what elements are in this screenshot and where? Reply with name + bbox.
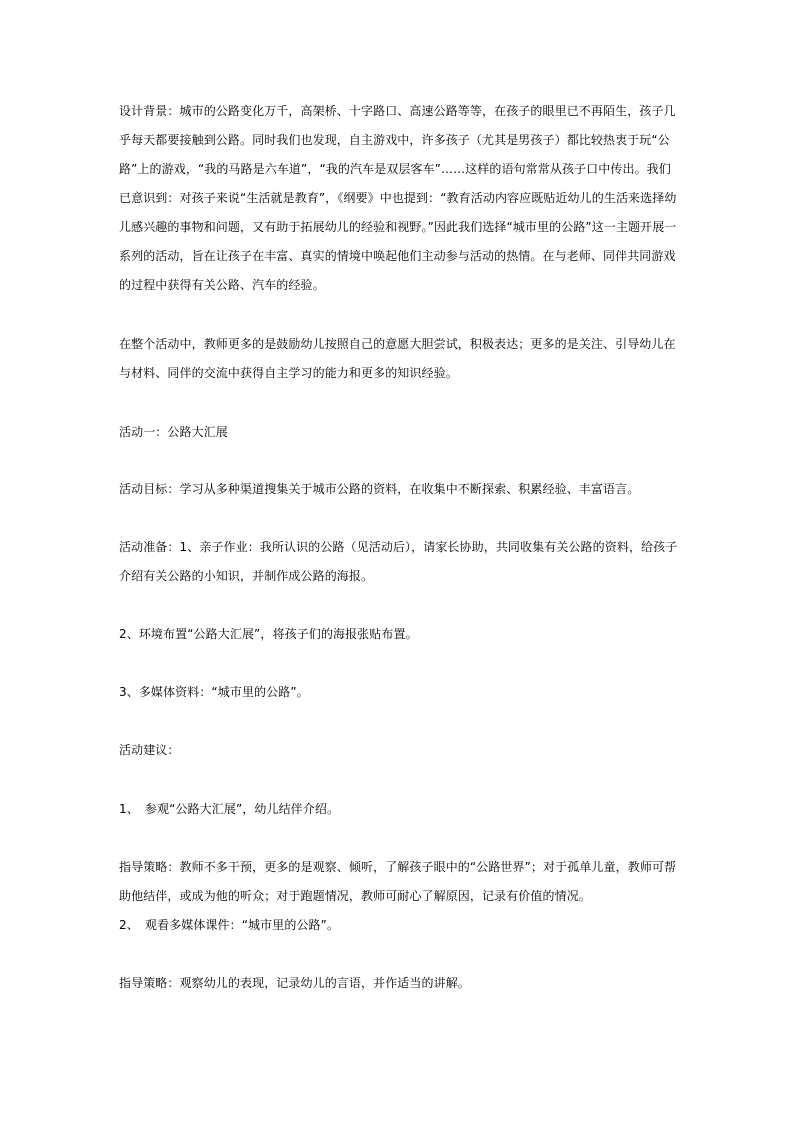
list-item-text: 2、 观看多媒体课件：“城市里的公路”。 — [119, 918, 340, 932]
suggestion-item-one — [119, 795, 679, 824]
activity-suggestions-heading — [119, 736, 679, 765]
paragraph-text: 在整个活动中，教师更多的是鼓励幼儿按照自己的意愿大胆尝试，积极表达；更多的是关注、引导幼儿在与材料、同伴的交流中获得自主学习的能力和更多的知识经验。 — [119, 337, 676, 380]
guidance-strategy-two — [119, 969, 679, 998]
paragraph-text: 指导策略：观察幼儿的表现，记录幼儿的言语，并作适当的讲解。 — [119, 976, 470, 990]
paragraph-text: 活动目标：学习从多种渠道搜集关于城市公路的资料，在收集中不断探索、积累经验、丰富语言。 — [119, 482, 640, 496]
paragraph-text: 设计背景：城市的公路变化万千，高架桥、十字路口、高速公路等等，在孩子的眼里已不再陌生，孩子几乎每天都要接触到公路。同时我们也发现，自主游戏中，许多孩子（尤其是男孩子）都比较热衷于玩“公路”上的游戏，“我的马路是六车道”，“我的汽车是双层客车”……这样的语句常常从孩子口中传出。我们已意识到：对孩子来说“生活就是教育”，《纲要》中也提到：“教育活动内容应既贴近幼儿的生活来选择幼儿感兴趣的事物和问题，又有助于拓展幼儿的经验和视野。”因此我们选择“城市里的公路”这一主题开展一系列的活动，旨在让孩子在丰富、真实的情境中唤起他们主动参与活动的热情。在与老师、同伴共同游戏的过程中获得有关公路、汽车的经验。 — [119, 104, 677, 292]
paragraph-text: 3、多媒体资料：“城市里的公路”。 — [119, 685, 309, 699]
paragraph-text: 2、环境布置“公路大汇展”，将孩子们的海报张贴布置。 — [119, 627, 418, 641]
activity-one-heading — [119, 418, 679, 447]
heading-text: 活动建议： — [119, 743, 180, 757]
heading-text: 活动一：公路大汇展 — [119, 425, 228, 439]
paragraph-environment-setup — [119, 620, 679, 649]
paragraph-activity-preparation — [119, 533, 679, 591]
paragraph-activity-goal — [119, 475, 679, 504]
paragraph-design-background — [119, 97, 679, 300]
paragraph-multimedia-material — [119, 678, 679, 707]
list-item-text: 1、 参观“公路大汇展”，幼儿结伴介绍。 — [119, 802, 340, 816]
paragraph-text: 指导策略：教师不多干预，更多的是观察、倾听，了解孩子眼中的“公路世界”；对于孤单儿童，教师可帮助他结伴，或成为他的听众；对于跑题情况，教师可耐心了解原因，记录有价值的情况。 — [119, 860, 677, 903]
paragraph-text: 活动准备：1、亲子作业：我所认识的公路（见活动后），请家长协助，共同收集有关公路的资料，给孩子介绍有关公路的小知识，并制作成公路的海报。 — [119, 540, 678, 583]
paragraph-activity-overview — [119, 330, 679, 388]
guidance-strategy-one — [119, 853, 679, 911]
suggestion-item-two — [119, 911, 679, 940]
